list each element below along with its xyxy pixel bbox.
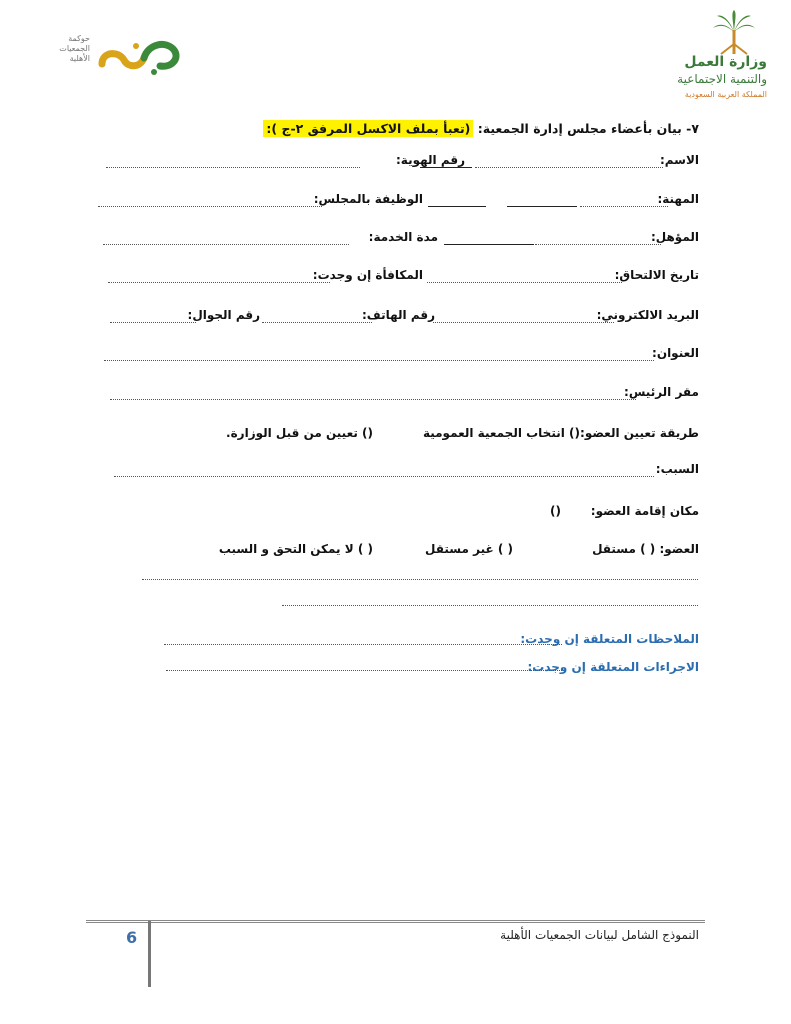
board-position-field[interactable] [98,206,322,207]
governance-tagline: حوكمة الجمعيات الأهلية [59,34,90,63]
phone-label: رقم الهاتف: [362,308,435,322]
footer-title: النموذج الشامل لبيانات الجمعيات الأهلية [500,928,699,942]
president-hq-label: مقر الرئيس: [624,385,699,399]
reason-field[interactable] [114,476,654,477]
option-ministry[interactable]: () تعيين من قبل الوزارة. [226,426,373,440]
member-status-reason-line-1[interactable] [142,579,698,580]
name-field[interactable] [475,167,663,168]
bonus-field[interactable] [108,282,330,283]
ministry-name-line2: والتنمية الاجتماعية [677,72,767,86]
footer-divider [148,921,151,987]
procedures-field[interactable] [166,670,562,671]
id-number-field[interactable] [106,167,360,168]
section-title-text: ٧- بيان بأعضاء مجلس إدارة الجمعية: [477,121,699,136]
option-elected[interactable]: () انتخاب الجمعية العمومية [422,426,580,440]
bonus-label: المكافأة إن وجدت: [312,268,423,282]
ministry-name-line1: وزارة العمل [684,54,767,70]
address-label: العنوان: [652,346,699,360]
option-not-independent[interactable]: ( ) غير مستقل [425,542,513,556]
appointment-method-label: طريقة تعيين العضو: [580,426,699,440]
address-field[interactable] [104,360,654,361]
page-number: 6 [126,928,138,947]
id-number-underline [420,167,472,168]
name-label: الاسم: [659,153,699,167]
join-date-field[interactable] [427,282,622,283]
procedures-label: الاجراءات المتعلقة إن وجدت: [527,660,699,674]
reason-label: السبب: [655,462,699,476]
qualification-underline [444,244,534,245]
profession-underline [507,206,577,207]
phone-field[interactable] [262,322,372,323]
footer-rule [86,920,705,923]
president-hq-field[interactable] [110,399,636,400]
governance-logo [48,30,188,82]
notes-label: الملاحظات المتعلقة إن وجدت: [520,632,699,646]
member-status-reason-line-2[interactable] [282,605,698,606]
qualification-field[interactable] [535,244,661,245]
palm-tree-icon [711,10,757,56]
board-position-label: الوظيفة بالمجلس: [313,192,423,206]
mobile-field[interactable] [110,322,196,323]
section-title-highlight: (تعبأ بملف الاكسل المرفق ٢-ج ): [263,120,473,137]
country-name: المملكة العربية السعودية [684,90,767,99]
id-number-label: رقم الهوية: [396,153,465,167]
residence-option[interactable]: () [550,504,561,518]
profession-label: المهنة: [657,192,699,206]
qualification-label: المؤهل: [650,230,699,244]
join-date-label: تاريخ الالتحاق: [614,268,699,282]
mobile-label: رقم الجوال: [187,308,260,322]
notes-field[interactable] [164,644,562,645]
service-period-field[interactable] [103,244,349,245]
makin-logo-icon [96,30,186,80]
service-period-label: مدة الخدمة: [368,230,438,244]
email-field[interactable] [433,322,614,323]
profession-field[interactable] [580,206,668,207]
residence-label: مكان إقامة العضو: [590,504,699,518]
section-title [263,121,699,136]
email-label: البريد الالكتروني: [596,308,699,322]
option-unverifiable[interactable]: ( ) لا يمكن التحق و السبب [218,542,373,556]
member-status-label[interactable]: العضو: ( ) مستقل [592,542,699,556]
ministry-logo [607,10,777,100]
profession-underline-2 [428,206,486,207]
